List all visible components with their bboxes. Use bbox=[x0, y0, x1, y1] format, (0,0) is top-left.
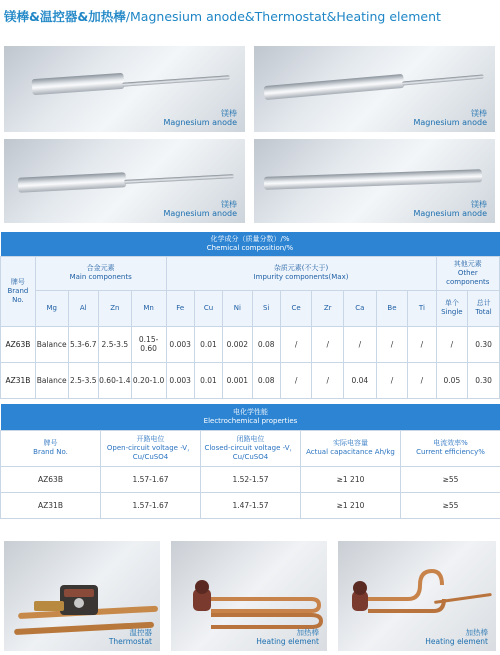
total-header: 总计 Total bbox=[468, 290, 500, 326]
magnesium-anode-photo bbox=[254, 139, 495, 223]
single-header: 单个 Single bbox=[436, 290, 468, 326]
anode-core bbox=[124, 174, 234, 184]
heating-element-photo bbox=[171, 541, 327, 651]
brand-header: 牌号 Brand No. bbox=[1, 256, 36, 326]
anode-rod bbox=[32, 73, 125, 95]
col-header: Zn bbox=[99, 290, 132, 326]
electro-header: 电流效率% Current efficiency% bbox=[401, 430, 500, 466]
col-header: Fe bbox=[166, 290, 194, 326]
chem-title: 化学成分（质量分数）/% Chemical composition/% bbox=[1, 232, 500, 256]
photo-caption: 温控器 Thermostat bbox=[108, 628, 152, 646]
col-header: Cu bbox=[194, 290, 222, 326]
title-cn: 镁棒&温控器&加热棒 bbox=[4, 9, 126, 24]
col-header: Al bbox=[68, 290, 98, 326]
impurity-header: 杂质元素(不大于) Impurity components(Max) bbox=[166, 256, 436, 290]
table-row: AZ63B 1.57-1.67 1.52-1.57 ≥1 210 ≥55 bbox=[1, 466, 500, 492]
table-row: AZ31B 1.57-1.67 1.47-1.57 ≥1 210 ≥55 bbox=[1, 492, 500, 518]
electro-title: 电化学性能 Electrochemical properties bbox=[1, 404, 500, 430]
electro-header: 开路电位 Open-circuit voltage -V，Cu/CuSO4 bbox=[101, 430, 201, 466]
col-header: Mg bbox=[35, 290, 68, 326]
thermostat-photo bbox=[4, 541, 160, 651]
col-header: Ce bbox=[280, 290, 312, 326]
photo-caption: 镁棒 Magnesium anode bbox=[413, 200, 487, 218]
anode-rod bbox=[264, 169, 482, 190]
col-header: Mn bbox=[131, 290, 166, 326]
table-row: AZ31B Balance 2.5-3.5 0.60-1.4 0.20-1.0 0.003 0.01 0.001 0.08 / / 0.04 / / 0.05 0.30 bbox=[1, 362, 500, 398]
electrochemical-properties-table bbox=[0, 404, 500, 519]
title-en: /Magnesium anode&Thermostat&Heating element bbox=[125, 8, 441, 24]
photo-caption: 加热棒 Heating element bbox=[256, 628, 319, 646]
anode-core bbox=[122, 75, 230, 87]
anode-rod bbox=[264, 74, 405, 100]
photo-caption: 镁棒 Magnesium anode bbox=[163, 109, 237, 127]
heating-element-photo bbox=[338, 541, 496, 651]
electro-header: 牌号 Brand No. bbox=[1, 430, 101, 466]
col-header: Zr bbox=[312, 290, 344, 326]
other-components-header: 其他元素 Other components bbox=[436, 256, 499, 290]
col-header: Ni bbox=[223, 290, 252, 326]
page-title bbox=[0, 0, 500, 32]
anode-rod bbox=[18, 172, 127, 193]
col-header: Be bbox=[376, 290, 408, 326]
electro-header: 实际电容量 Actual capacitance Ah/kg bbox=[301, 430, 401, 466]
col-header: Si bbox=[252, 290, 280, 326]
chemical-composition-table bbox=[0, 232, 500, 399]
magnesium-anode-photo bbox=[254, 46, 495, 132]
photo-caption: 加热棒 Heating element bbox=[425, 628, 488, 646]
col-header: Ti bbox=[408, 290, 436, 326]
photo-caption: 镁棒 Magnesium anode bbox=[163, 200, 237, 218]
magnesium-anode-photo bbox=[4, 46, 245, 132]
anode-core bbox=[402, 74, 484, 85]
table-row: AZ63B Balance 5.3-6.7 2.5-3.5 0.15-0.60 0.003 0.01 0.002 0.08 / / / / / / 0.30 bbox=[1, 326, 500, 362]
magnesium-anode-photo bbox=[4, 139, 245, 223]
electro-header: 闭路电位 Closed-circuit voltage -V，Cu/CuSO4 bbox=[201, 430, 301, 466]
main-components-header: 合金元素 Main components bbox=[35, 256, 166, 290]
col-header: Ca bbox=[344, 290, 377, 326]
photo-caption: 镁棒 Magnesium anode bbox=[413, 109, 487, 127]
